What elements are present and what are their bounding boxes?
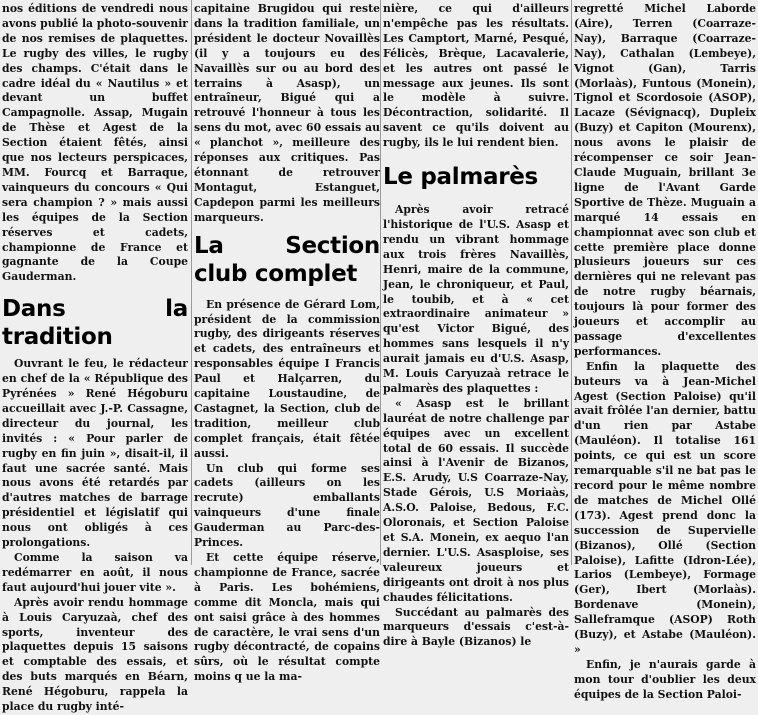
section-heading-club-complet: La Section club complet: [194, 232, 380, 287]
column-divider: [571, 0, 572, 565]
paragraph: Après avoir rendu hommage à Louis Caryuzaà, chef des sports, inventeur des plaquettes depuis 15 saisons et comptable des essais, et des buts marqués en Béarn, René Hégoburu, rappela la place du rugby inté-: [2, 595, 188, 714]
column-2: [194, 2, 380, 685]
paragraph: Enfin la plaquette des buteurs va à Jean-Michel Agest (Section Paloise) qu'il avait frôlée l'an dernier, battu d'un rien par Astabe (Mauléon). Il totalise 161 points, ce qui est un score remarquable s'il ne bat pas le record pour le même nombre de matches de Michel Ollé (173). Agest prend donc la succession de Supervielle (Bizanos), Ollé (Section Paloise), Lafitte (Idron-Lée), Larios (Lembeye), Formage (Ger), Ibert (Morlaàs). Bordenave (Monein), Salleframque (ASOP) Roth (Buzy), et Astabe (Mauléon). »: [574, 359, 756, 656]
paragraph: Succédant au palmarès des marqueurs d'essais c'est-à-dire à Bayle (Bizanos) le: [383, 605, 569, 649]
paragraph: Comme la saison va redémarrer en août, il nous faut aujourd'hui jouer vite ».: [2, 551, 188, 594]
column-divider: [380, 0, 381, 565]
column-divider: [191, 0, 192, 565]
paragraph: Un club qui forme ses cadets (ailleurs on les recrute) emballants vainqueurs d'une finale Gauderman au Parc-des-Princes.: [194, 461, 380, 550]
intro-paragraph: nos éditions de vendredi nous avons publié la photo-souvenir de nos remises de plaquettes. Le rugby des villes, le rugby des champs. C'était dans le cadre idéal du « Nautilus » et devant un buffet Campagnolle. Assap, Mugain de Thèse et Agest de la Section étaient fêtés, ainsi que nos lecteurs perspicaces, MM. Fourcq et Barraque, vainqueurs du concours « Qui sera champion ? » mais aussi les équipes de la Section réserves et cadets, championne de France et gagnante de la Coupe Gauderman.: [2, 2, 188, 284]
paragraph: Ouvrant le feu, le rédacteur en chef de la « République des Pyrénées » René Hégoburu accueillait avec J.-P. Cassagne, directeur du journal, les invités : « Pour parler de rugby en fin juin », disait-il, il faut une sacrée santé. Mais nous avons été retardés par d'autres matches de barrage présidentiel et législatif qui nous ont obligés à ces prolongations.: [2, 357, 188, 550]
paragraph: capitaine Brugidou qui reste dans la tradition familiale, un président le docteur Novaillès (il y a toujours eu des Navaillès sur ou au bord des terrains à Asasp), un entraîneur, Bigué qui a retrouvé l'honneur à tous les sens du mot, avec 60 essais au « planchot », meilleure des réponses aux critiques. Pas étonnant de retrouver Montagut, Estanguet, Capdepon parmi les meilleurs marqueurs.: [194, 2, 380, 224]
paragraph: « Asasp est le brillant lauréat de notre challenge par équipes avec un excellent total de 60 essais. Il succède ainsi à l'Avenir de Bizanos, E.S. Arudy, U.S Coarraze-Nay, Stade Gérois, U.S Moriaàs, A.S.O. Paloise, Bedous, F.C. Oloronais, et Section Paloise et S.A. Monein, ex aequo l'an dernier. L'U.S. Asasploise, ses valeureux joueurs et dirigeants ont droit à nos plus chaudes félicitations.: [383, 396, 569, 604]
paragraph: nière, ce qui d'ailleurs n'empêche pas les résultats. Les Camptort, Marné, Pesqué, Félicès, Brèque, Lacavalerie, et les autres ont passé le message aux jeunes. Ils sont le modèle à suivre. Décontraction, solidarité. Il savent ce qu'ils doivent au rugby, ils le lui rendent bien.: [383, 2, 569, 150]
paragraph: En présence de Gérard Lom, président de la commission rugby, des dirigeants réserves et cadets, des entraîneurs et responsables équipe I Francis Paul et Halçarren, du capitaine Loustaudine, de Castagnet, la Section, club de tradition, meilleur club complet français, était fêtée aussi.: [194, 297, 380, 460]
column-4: [574, 2, 756, 703]
paragraph: Enfin, je n'aurais garde à mon tour d'oublier les deux équipes de la Section Paloi-: [574, 657, 756, 701]
column-1: [2, 2, 188, 715]
section-heading-palmares: Le palmarès: [383, 164, 538, 191]
section-heading-tradition: Dans la tradition: [2, 296, 188, 351]
column-3: [383, 2, 569, 650]
paragraph: Après avoir retracé l'historique de l'U.S. Asasp et rendu un vibrant hommage aux trois frères Navaillès, Henri, maire de la commune, Jean, le chroniqueur, et Paul, le toubib, et à « cet extraordinaire animateur » qu'est Victor Bigué, des hommes sans lesquels il n'y aurait jamais eu d'U.S. Asasp, M. Louis Caryuzaà retrace le palmarès des plaquettes :: [383, 203, 569, 395]
paragraph: regretté Michel Laborde (Aire), Terren (Coarraze-Nay), Barraque (Coarraze-Nay), Cathalan (Lembeye), Vignot (Gan), Tarris (Morlaàs), Funtous (Monein), Tignol et Scordosoie (ASOP), Lacaze (Sévignacq), Dupleix (Buzy) et Capiton (Mourenx), nous avons le plaisir de récompenser ce soir Jean-Claude Muguain, brillant 3e ligne de l'Avant Garde Sportive de Thèze. Muguain a marqué 14 essais en championnat avec son club et cette première place donne plusieurs joueurs sur ces dernières qui ne relevant pas de notre rugby béarnais, toujours là pour former des joueurs et accomplir au passage d'excellentes performances.: [574, 2, 756, 358]
paragraph: Et cette équipe réserve, championne de France, sacrée à Paris. Les bohémiens, comme dit Moncla, mais qui ont saisi grâce à des hommes de caractère, le vrai sens d'un rugby décontracté, de copains sûrs, où le résultat compte moins q ue la ma-: [194, 551, 380, 684]
